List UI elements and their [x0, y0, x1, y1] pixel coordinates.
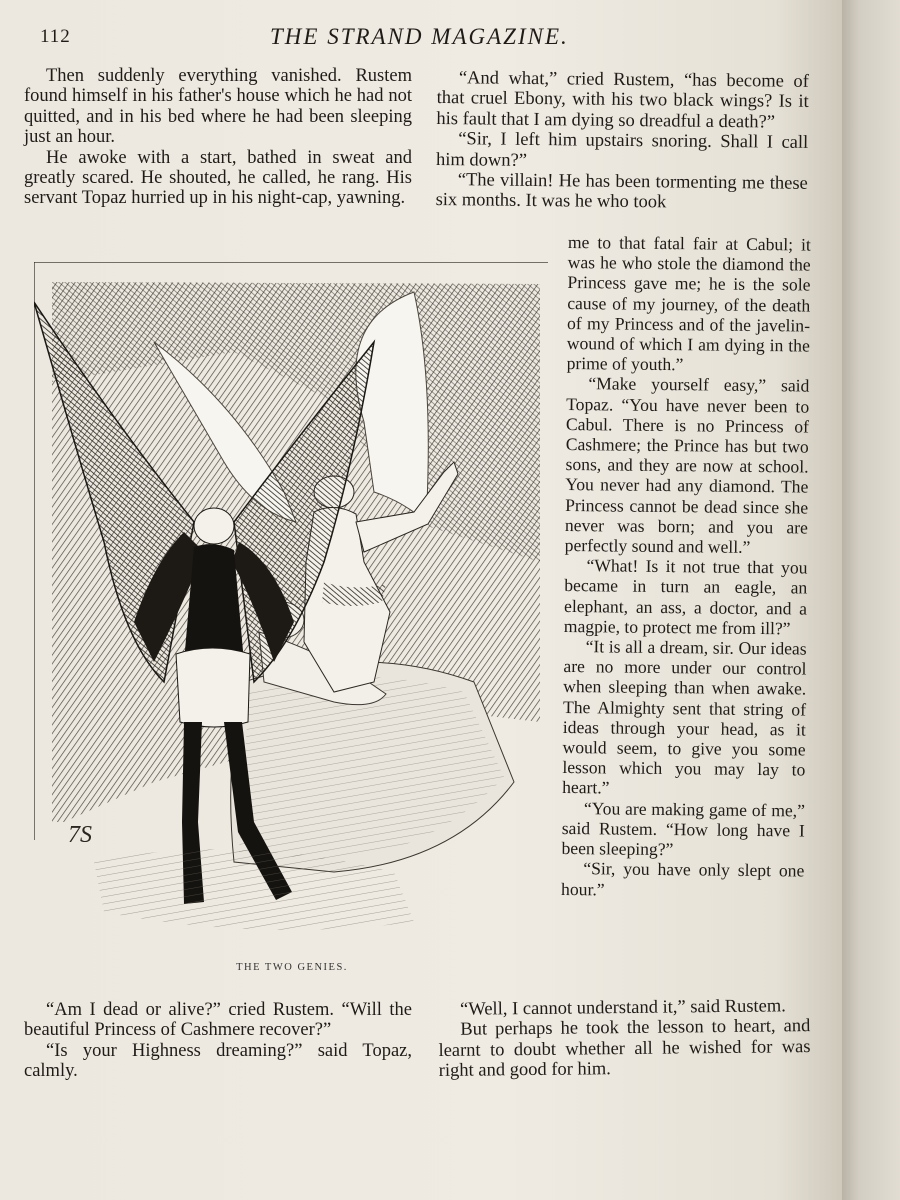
page-edge — [842, 0, 900, 1200]
right-column-bottom — [438, 996, 811, 1082]
left-column-bottom — [24, 1000, 412, 1082]
paragraph: me to that fatal fair at Cabul; it was he who stole the diamond the Princess gave me; he is the sole cause of my journey, of the death of my Princess and of the javelin-wound of which I am dying in the prime of youth.” — [566, 232, 811, 375]
paragraph: “Sir, I left him upstairs snoring. Shall I call him down?” — [435, 129, 809, 171]
paragraph: “You are making game of me,” said Rustem. “How long have I been sleeping?” — [561, 797, 806, 860]
paragraph: “Is your Highness dreaming?” said Topaz, calmly. — [24, 1040, 412, 1082]
page-number: 112 — [40, 26, 71, 47]
page-header — [40, 24, 820, 54]
paragraph: “Sir, you have only slept one hour.” — [561, 858, 805, 899]
paragraph: “The villain! He has been tormenting me these six months. It was he who took — [435, 170, 808, 213]
paragraph: Then suddenly everything vanished. Rustem found himself in his father's house which he had not quitted, and in his bed where he had been sleeping just an hour. — [24, 66, 412, 148]
paragraph: But perhaps he took the lesson to heart, and learnt to doubt whether all he wished for was right and good for him. — [438, 1016, 811, 1082]
paragraph: “Well, I cannot understand it,” said Rustem. — [459, 996, 786, 1020]
paragraph: “Am I dead or alive?” cried Rustem. “Will the beautiful Princess of Cashmere recover?” — [24, 1000, 412, 1041]
right-column-narrow — [561, 232, 811, 901]
artist-signature: 7S — [68, 822, 92, 848]
left-column-top — [24, 66, 412, 209]
two-genies-illustration — [34, 262, 550, 962]
paragraph: He awoke with a start, bathed in sweat and greatly scared. He shouted, he called, he rang. His servant Topaz hurried up in his night-cap, yawning. — [24, 147, 412, 209]
paragraph: “And what,” cried Rustem, “has become of that cruel Ebony, with his two black wings? Is it his fault that I am dying so dreadful a death?” — [436, 68, 809, 133]
paragraph: “Make yourself easy,” said Topaz. “You have never been to Cabul. There is no Princess of Cashmere; the Prince has but two sons, and they are now at school. You never had any diamond. The Princess cannot be dead since she never was born; and you are perfectly sound and well.” — [564, 373, 810, 557]
running-head: THE STRAND MAGAZINE. — [270, 24, 569, 49]
illustration-caption: THE TWO GENIES. — [236, 962, 348, 973]
paragraph: “It is all a dream, sir. Our ideas are no more under our control when sleeping than when awake. The Almighty sent that string of ideas through your head, as it would seem, to give you some lesson which you may lay to heart.” — [562, 636, 807, 798]
right-column-top — [436, 68, 809, 215]
paragraph: “What! Is it not true that you became in turn an eagle, an elephant, an ass, a doctor, and a magpie, to protect me from ill?” — [563, 555, 808, 639]
